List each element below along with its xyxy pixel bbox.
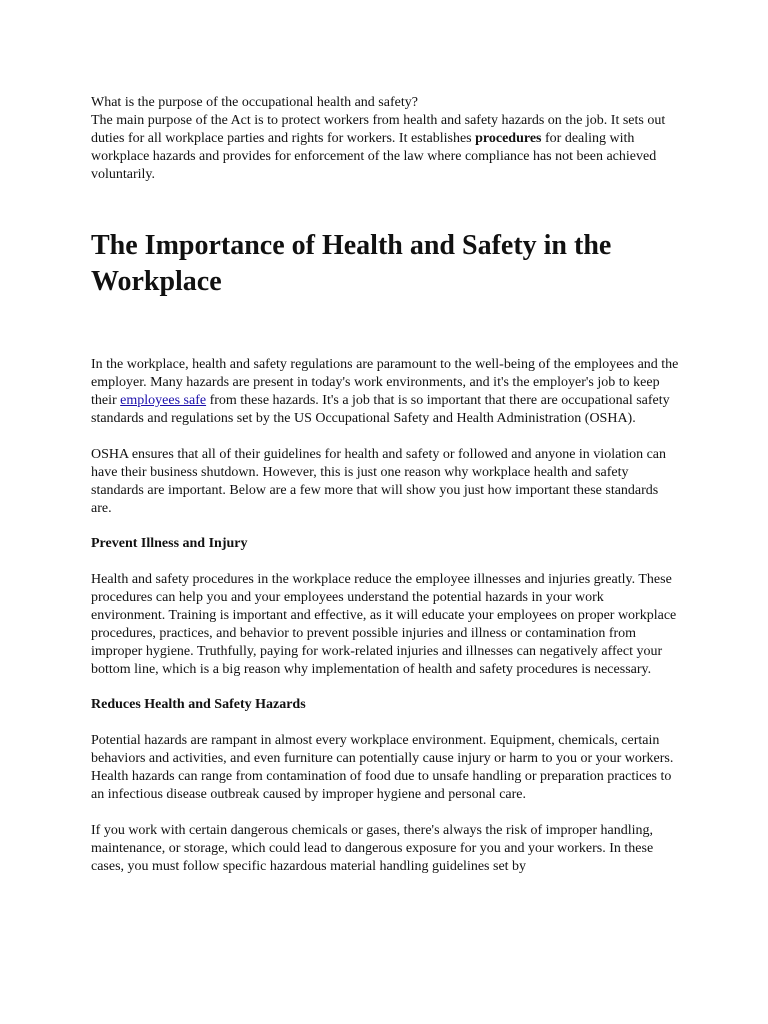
intro-answer-text-end: for dealing with workplace hazards and provides for enforcement of the law where compliance has not been achieved voluntarily. xyxy=(91,131,657,182)
page-title: The Importance of Health and Safety in the Workplace xyxy=(91,230,612,297)
paragraph-hazards: Potential hazards are rampant in almost every workplace environment. Equipment, chemicals, certain behaviors and activities, and even furniture can potentially cause injury or harm to you or your workers. Health hazards can range from contamination of food due to unsafe handling or preparation practices to an infectious disease outbreak caused by improper hygiene and personal care. xyxy=(91,733,674,802)
employees-safe-link[interactable]: employees safe xyxy=(120,393,207,408)
intro-answer xyxy=(91,112,681,184)
paragraph-intro-text: In the workplace, health and safety regulations are paramount to the well-being of the employees and the employer. Many hazards are present in today's work environments, and it's the employer's job to keep their xyxy=(91,357,679,408)
intro-question: What is the purpose of the occupational health and safety? xyxy=(91,95,418,110)
document-page xyxy=(91,94,681,876)
intro-answer-text: The main purpose of the Act is to protect workers from health and safety hazards on the job. It sets out duties for all workplace parties and rights for workers. It establishes xyxy=(91,113,666,146)
paragraph-intro xyxy=(91,356,681,428)
paragraph-osha: OSHA ensures that all of their guidelines for health and safety or followed and anyone in violation can have their business shutdown. However, this is just one reason why workplace health and safety standards are important. Below are a few more that will show you just how important these standards are. xyxy=(91,447,667,516)
intro-answer-keyword: procedures xyxy=(475,131,542,146)
paragraph-prevent-illness: Health and safety procedures in the workplace reduce the employee illnesses and injuries greatly. These procedures can help you and your employees understand the potential hazards in your work environment. Training is important and effective, as it will educate your employees on proper workplace procedures, practices, and behavior to prevent possible injuries and illness or contamination from improper hygiene. Truthfully, paying for work-related injuries and illnesses can negatively affect your bottom line, which is a big reason why implementation of health and safety procedures is necessary. xyxy=(91,572,677,677)
section-heading-prevent-illness: Prevent Illness and Injury xyxy=(91,536,248,551)
paragraph-intro-text-end: from these hazards. It's a job that is so important that there are occupational safety standards and regulations set by the US Occupational Safety and Health Administration (OSHA). xyxy=(91,393,670,426)
paragraph-chemicals: If you work with certain dangerous chemicals or gases, there's always the risk of improper handling, maintenance, or storage, which could lead to dangerous exposure for you and your workers. In these cases, you must follow specific hazardous material handling guidelines set by xyxy=(91,823,654,874)
section-heading-reduces-hazards: Reduces Health and Safety Hazards xyxy=(91,697,306,712)
